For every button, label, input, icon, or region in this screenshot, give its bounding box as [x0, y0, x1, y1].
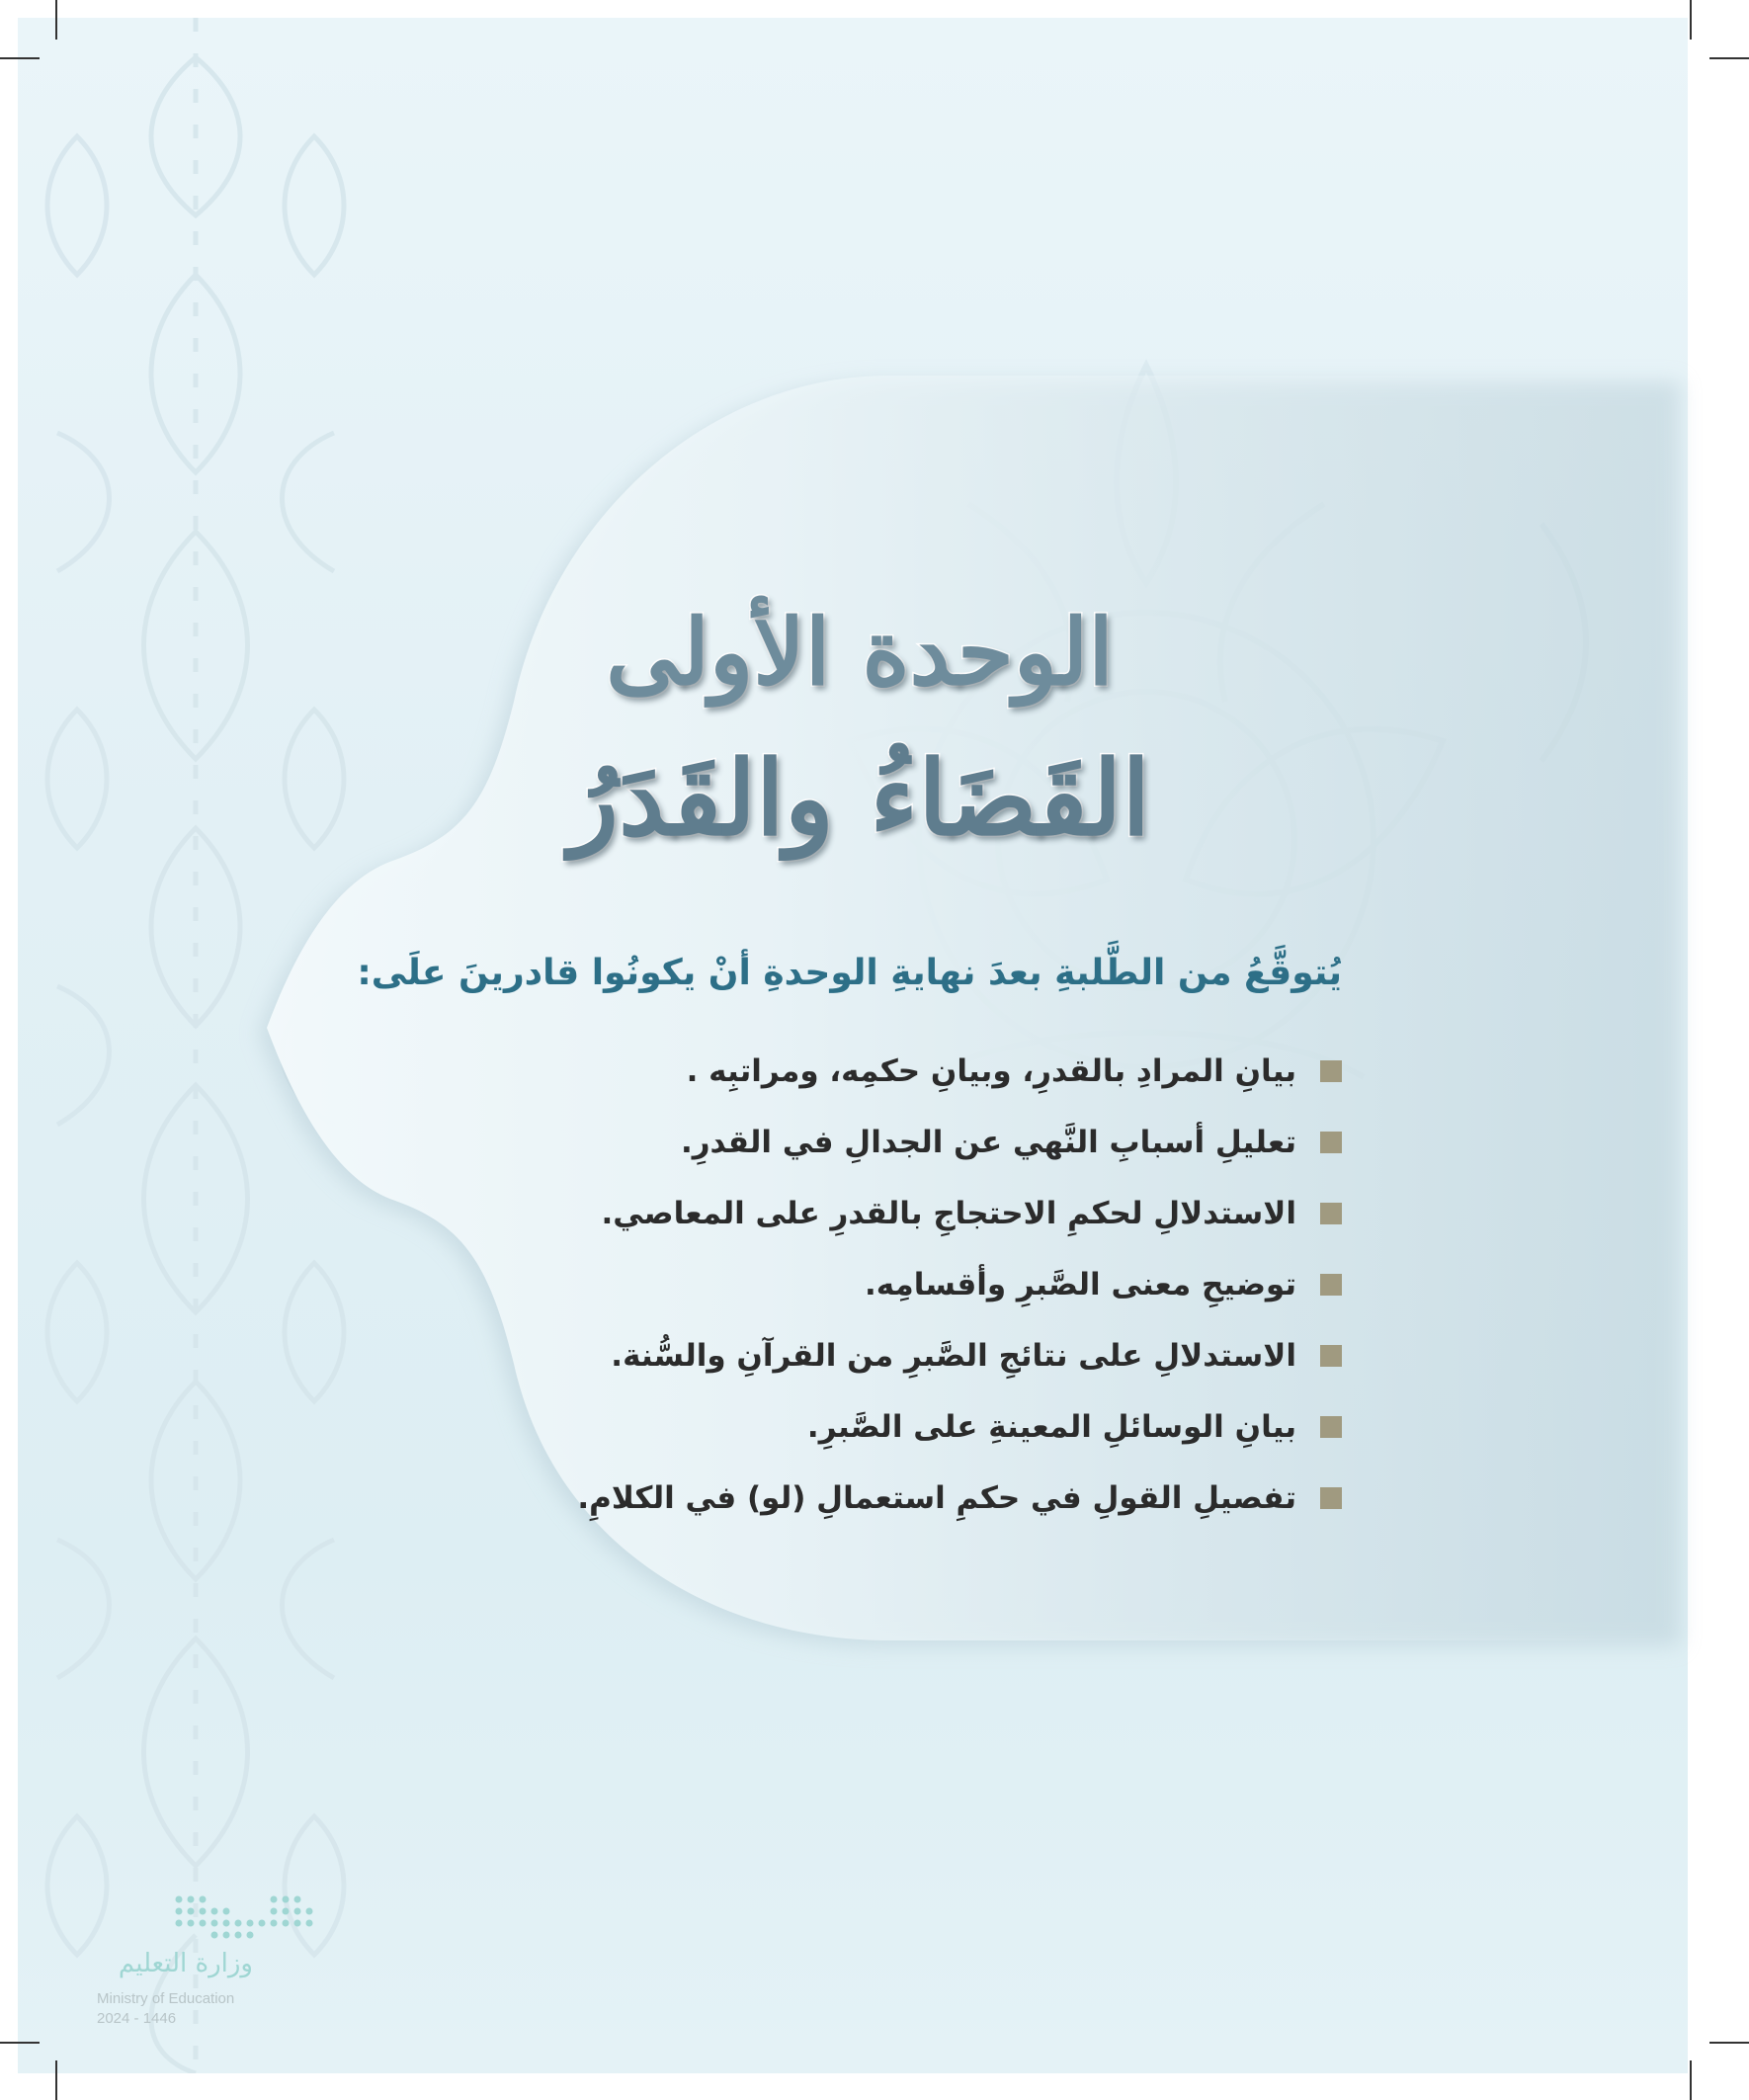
objective-text: الاستدلالِ على نتائجِ الصَّبرِ من القرآنِ والسُّنة. [611, 1338, 1296, 1374]
ministry-dots-icon [169, 1888, 327, 1947]
objective-text: الاستدلالِ لحكمِ الاحتجاجِ بالقدرِ على المعاصي. [601, 1196, 1296, 1231]
objective-item [304, 1249, 1342, 1320]
square-bullet-icon [1320, 1274, 1342, 1296]
crop-mark [0, 2042, 40, 2044]
square-bullet-icon [1320, 1487, 1342, 1509]
crop-mark [1690, 2060, 1692, 2100]
edition-year: 2024 - 1446 [97, 2010, 177, 2027]
unit-title: الوحدة الأولى [606, 599, 1114, 706]
square-bullet-icon [1320, 1203, 1342, 1224]
ministry-name-english: Ministry of Education [97, 1990, 235, 2007]
objective-item [304, 1178, 1342, 1249]
objective-text: تفصيلِ القولِ في حكمِ استعمالِ (لو) في الكلامِ. [577, 1480, 1296, 1516]
square-bullet-icon [1320, 1132, 1342, 1153]
objective-item [304, 1036, 1342, 1107]
crop-mark [55, 2060, 57, 2100]
objective-text: توضيحِ معنى الصَّبرِ وأقسامِه. [864, 1267, 1296, 1302]
crop-mark [0, 57, 40, 59]
square-bullet-icon [1320, 1416, 1342, 1438]
unit-subject: القَضَاءُ والقَدَرُ [568, 737, 1151, 859]
objectives-list [304, 1036, 1342, 1534]
objective-item [304, 1320, 1342, 1391]
objective-text: بيانِ الوسائلِ المعينةِ على الصَّبرِ. [806, 1409, 1296, 1445]
crop-mark [1690, 0, 1692, 40]
objective-item [304, 1107, 1342, 1178]
objective-item [304, 1463, 1342, 1534]
ministry-logo [95, 1888, 322, 2065]
square-bullet-icon [1320, 1060, 1342, 1082]
square-bullet-icon [1320, 1345, 1342, 1367]
objective-text: تعليلِ أسبابِ النَّهي عن الجدالِ في القدرِ. [680, 1125, 1296, 1160]
crop-mark [1709, 57, 1749, 59]
ministry-name-arabic: وزارة التعليم [118, 1949, 253, 1978]
crop-mark [1709, 2042, 1749, 2044]
objectives-intro: يُتوقَّعُ من الطَّلبةِ بعدَ نهايةِ الوحدةِ أنْ يكونُوا قادرينَ علَى: [357, 953, 1342, 993]
objective-item [304, 1391, 1342, 1463]
objective-text: بيانِ المرادِ بالقدرِ، وبيانِ حكمِه، ومراتبِه . [686, 1053, 1296, 1089]
crop-mark [55, 0, 57, 40]
